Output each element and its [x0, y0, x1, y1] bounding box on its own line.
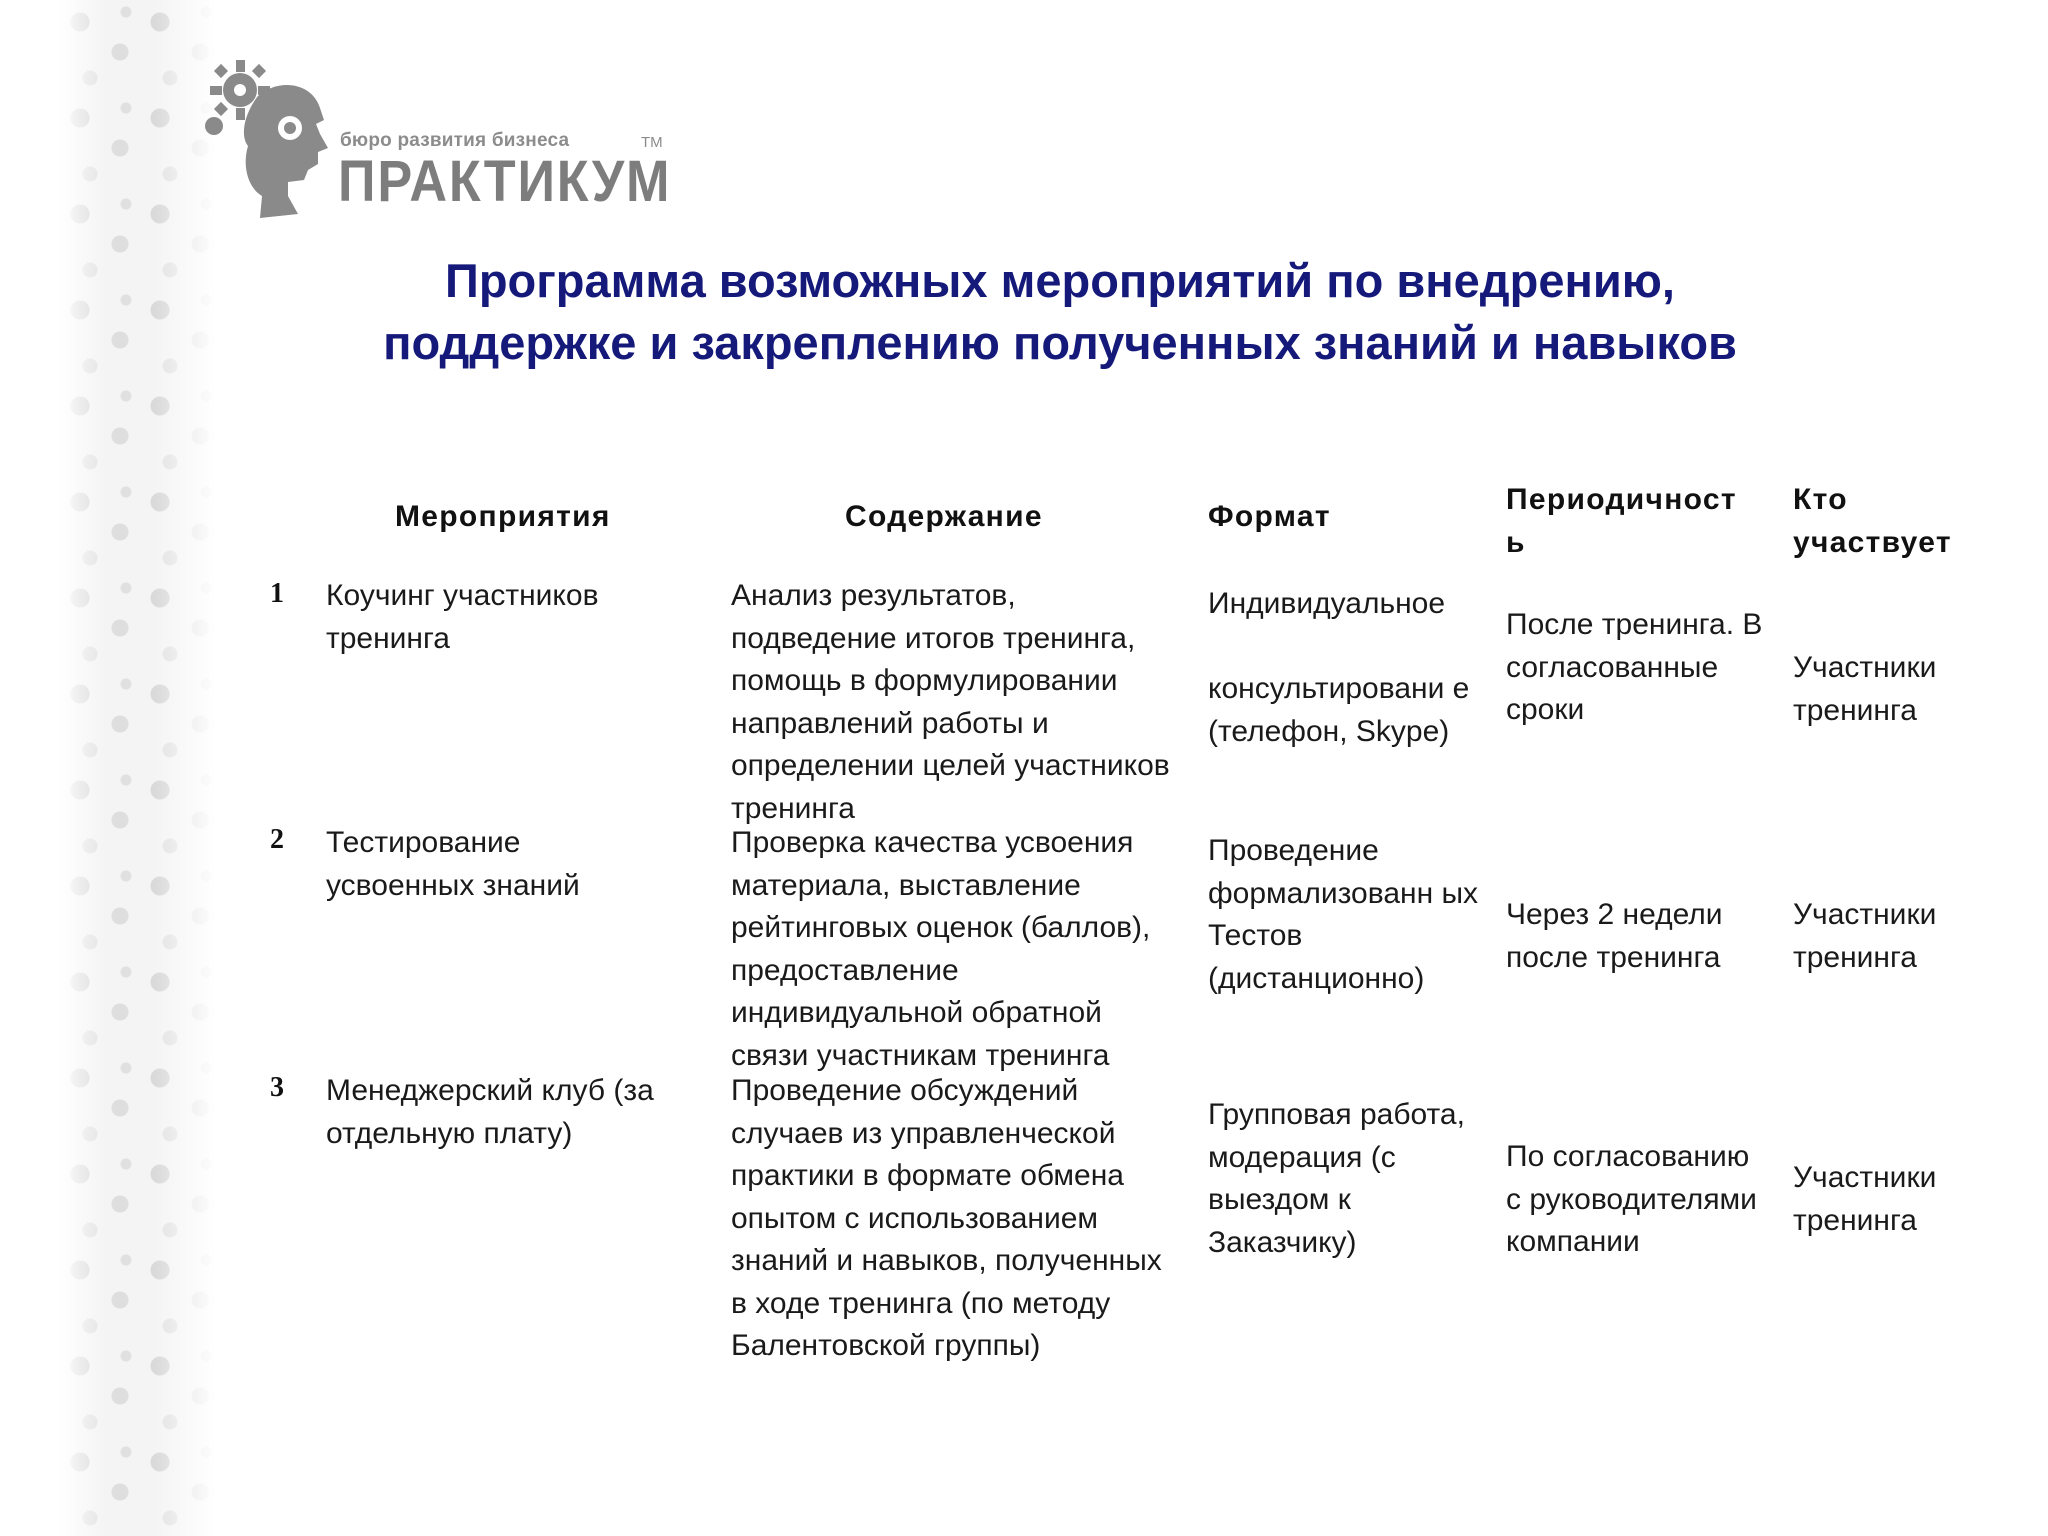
row-content: Анализ результатов, подведение итогов тренинга, помощь в формулировании направлений работы и определении целей участников тренинга: [731, 579, 1170, 825]
title-line-1: Программа возможных мероприятий по внедрению,: [445, 254, 1675, 307]
header-who: Кто участвует: [1793, 483, 1952, 559]
row-number: 1: [270, 578, 284, 609]
row-who: Участники тренинга: [1793, 651, 1937, 727]
row-event: Тестирование усвоенных знаний: [326, 826, 580, 902]
row-number: 2: [270, 824, 284, 855]
gear-head-logo-icon: [200, 56, 340, 226]
row-period: По согласованию с руководителями компании: [1506, 1140, 1757, 1258]
trademark-mark: ТМ: [641, 134, 663, 151]
row-format: Индивидуальное консультировани е (телефон, Skype): [1208, 587, 1470, 748]
company-logo: [200, 56, 680, 226]
row-content: Проведение обсуждений случаев из управленческой практики в формате обмена опытом с использованием знаний и навыков, полученных в ходе тренинга (по методу Балентовской группы): [731, 1074, 1162, 1362]
row-content: Проверка качества усвоения материала, выставление рейтинговых оценок (баллов), предоставление индивидуальной обратной связи участникам тренинга: [731, 826, 1151, 1072]
title-line-2: поддержке и закреплению полученных знаний и навыков: [383, 316, 1737, 369]
row-event: Менеджерский клуб (за отдельную плату): [326, 1074, 654, 1150]
header-content: Содержание: [845, 500, 1043, 533]
logo-wordmark: ПРАКТИКУМ: [338, 149, 672, 214]
row-format: Проведение формализованн ых Тестов (дистанционно): [1208, 834, 1479, 995]
row-number: 3: [270, 1072, 284, 1103]
page-title: [300, 250, 1820, 374]
header-period: Периодичност ь: [1506, 483, 1737, 559]
decorative-gear-pattern: [58, 0, 218, 1536]
logo-tagline: бюро развития бизнеса: [340, 130, 570, 151]
row-event: Коучинг участников тренинга: [326, 579, 599, 655]
row-format: Групповая работа, модерация (с выездом к Заказчику): [1208, 1098, 1465, 1259]
row-period: После тренинга. В согласованные сроки: [1506, 608, 1763, 726]
row-who: Участники тренинга: [1793, 898, 1937, 974]
row-who: Участники тренинга: [1793, 1161, 1937, 1237]
row-period: Через 2 недели после тренинга: [1506, 898, 1723, 974]
header-events: Мероприятия: [395, 500, 611, 533]
header-format: Формат: [1208, 500, 1331, 533]
